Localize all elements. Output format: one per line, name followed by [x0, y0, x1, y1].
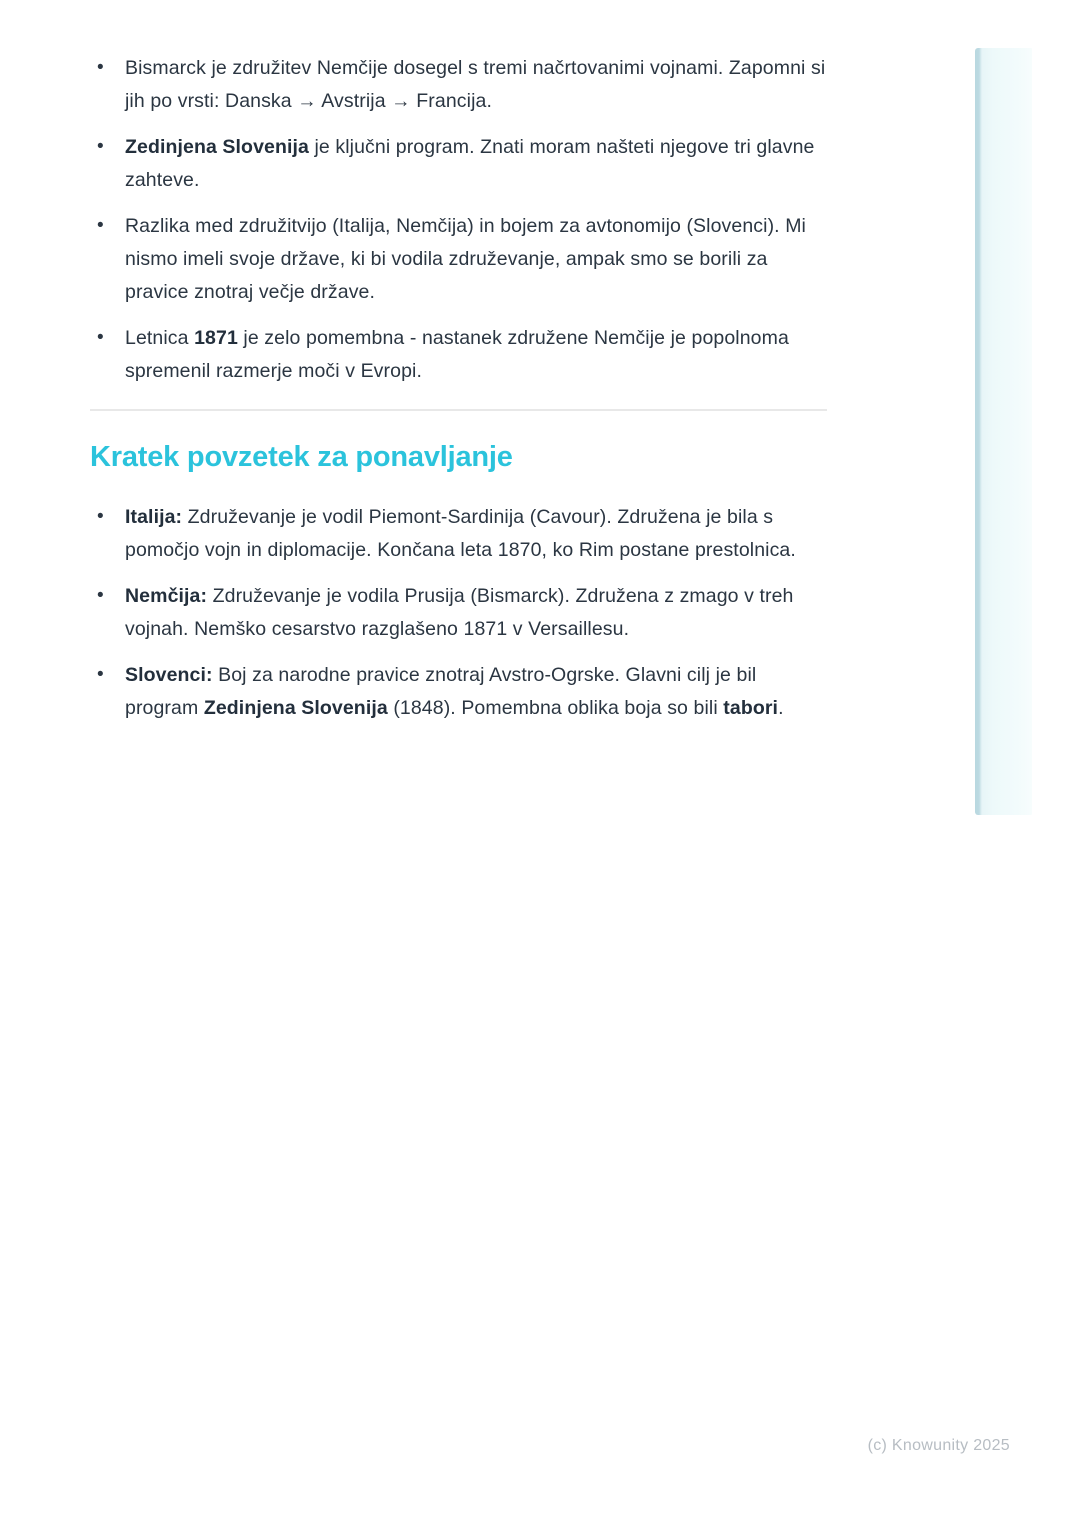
- key-notes-list: [90, 52, 830, 388]
- list-item-bold-text: Nemčija:: [125, 585, 208, 607]
- list-item-text: Združevanje je vodila Prusija (Bismarck). Združena z zmago v treh vojnah. Nemško cesarstvo razglašeno 1871 v Versaillesu.: [125, 585, 794, 640]
- list-item-bold-text: tabori: [723, 697, 779, 719]
- list-item-text: .: [778, 697, 784, 719]
- list-item-text: je ključni program. Znati moram našteti njegove tri glavne zahteve.: [125, 136, 815, 191]
- bullet-icon: •: [97, 136, 104, 157]
- list-item-bold-text: Italija:: [125, 506, 183, 528]
- list-item-text: Boj za narodne pravice znotraj Avstro-Ogrske. Glavni cilj je bil program: [125, 664, 757, 719]
- bullet-icon: •: [97, 57, 104, 78]
- bullet-icon: •: [97, 327, 104, 348]
- list-item: [90, 580, 830, 646]
- list-item-text: (1848). Pomembna oblika boja so bili: [387, 697, 724, 719]
- list-item-text: Razlika med združitvijo (Italija, Nemčija) in bojem za avtonomijo (Slovenci). Mi nismo imeli svoje države, ki bi vodila združevanje, ampak smo se borili za pravice znotraj večje države.: [125, 215, 806, 303]
- summary-heading: Kratek povzetek za ponavljanje: [90, 441, 513, 473]
- page-edge-decoration: [975, 48, 1032, 815]
- list-item-text: Bismarck je združitev Nemčije dosegel s tremi načrtovanimi vojnami. Zapomni si jih po vrsti: Danska → Avstrija → Francija.: [125, 57, 826, 112]
- list-item: [90, 131, 830, 197]
- document-content: [90, 0, 830, 738]
- list-item: [90, 659, 830, 725]
- list-item-text: Letnica: [125, 327, 195, 349]
- list-item: [90, 501, 830, 567]
- list-item: [90, 210, 830, 309]
- list-item: [90, 52, 830, 118]
- bullet-icon: •: [97, 664, 104, 685]
- list-item-text: je zelo pomembna - nastanek združene Nemčije je popolnoma spremenil razmerje moči v Evropi.: [125, 327, 789, 382]
- list-item-bold-text: Zedinjena Slovenija: [125, 136, 309, 158]
- bullet-icon: •: [97, 506, 104, 527]
- copyright-footer: (c) Knowunity 2025: [867, 1437, 1010, 1454]
- list-item-bold-text: 1871: [194, 327, 238, 349]
- bullet-icon: •: [97, 585, 104, 606]
- list-item: [90, 322, 830, 388]
- summary-list: [90, 501, 830, 725]
- list-item-text: Združevanje je vodil Piemont-Sardinija (Cavour). Združena je bila s pomočjo vojn in diplomacije. Končana leta 1870, ko Rim postane prestolnica.: [125, 506, 796, 561]
- section-divider: [90, 409, 827, 411]
- list-item-bold-text: Slovenci:: [125, 664, 213, 686]
- bullet-icon: •: [97, 215, 104, 236]
- list-item-bold-text: Zedinjena Slovenija: [203, 697, 388, 719]
